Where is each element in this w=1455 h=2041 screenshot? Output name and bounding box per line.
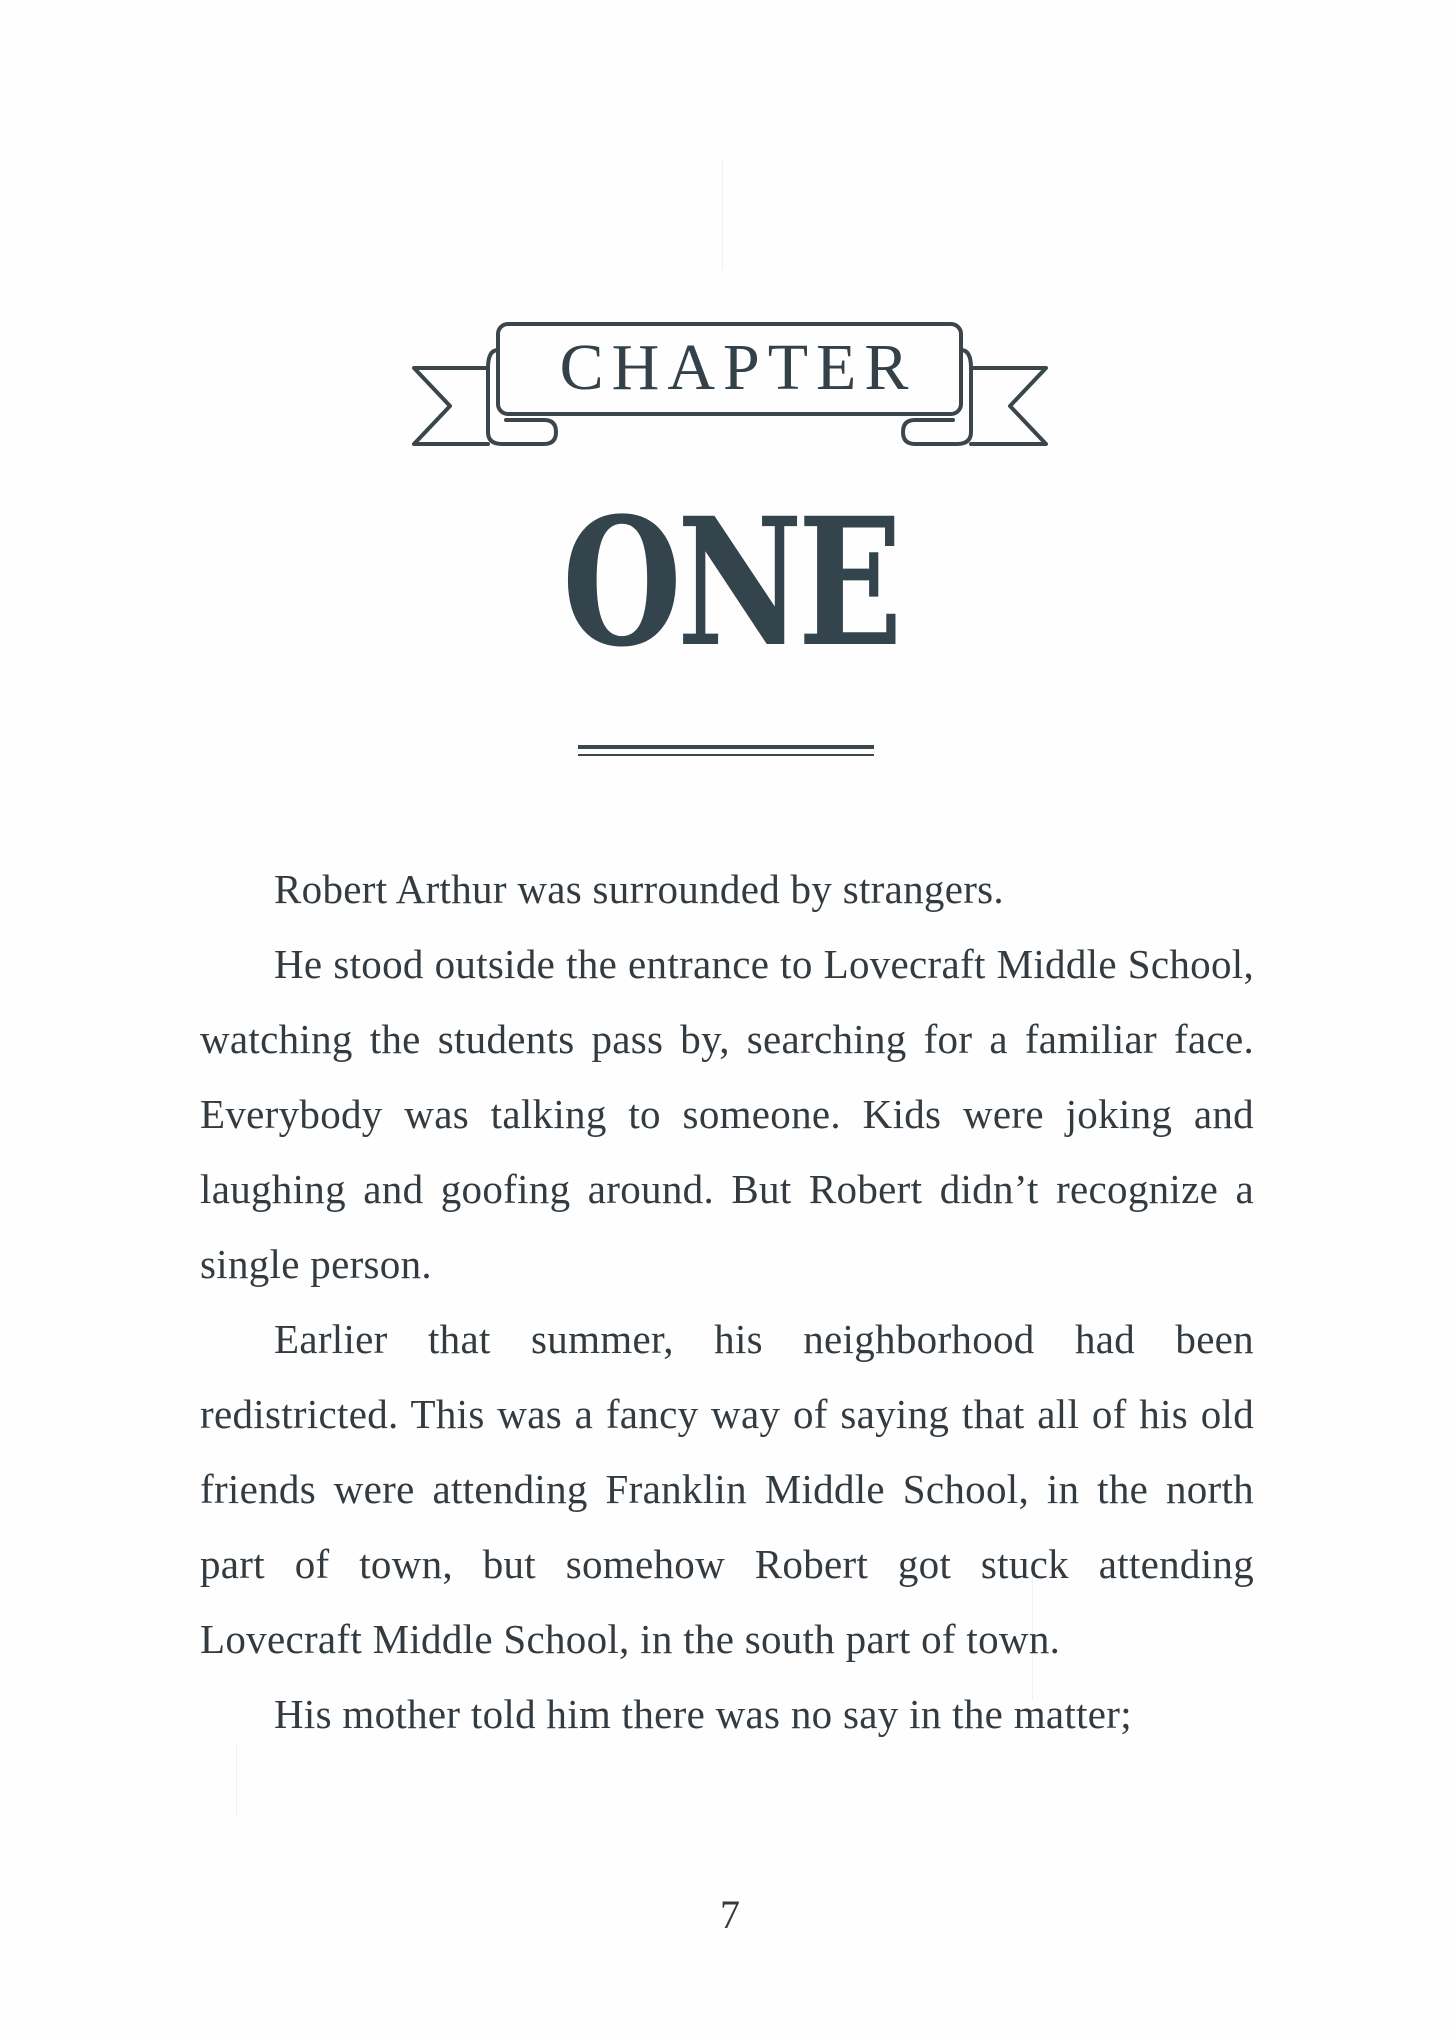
scan-artifact [236,1745,237,1815]
paragraph-4: His mother told him there was no say in the matter; [274,1691,1132,1737]
chapter-label: CHAPTER [559,331,917,404]
paragraph-1: Robert Arthur was surrounded by strangers. [274,866,1004,912]
paragraph-2: He stood outside the entrance to Lovecraft Middle School, watching the students pass by, searching for a familiar face. Everybody was talking to someone. Kids were joking and laughing and goofing around. But Robert didn’t recognize a single person. [200,941,1254,1287]
paragraph-3: Earlier that summer, his neighborhood had been redistricted. This was a fancy way of saying that all of his old friends were attending Franklin Middle School, in the north part of town, but somehow Robert got stuck attending Lovecraft Middle School, in the south part of town. [200,1316,1254,1662]
page-number: 7 [720,1892,740,1937]
scan-artifact [722,160,723,270]
heading-divider-thin [578,754,874,756]
chapter-body-text [200,852,1254,1752]
heading-divider-thick [578,745,874,749]
chapter-number: ONE [562,479,898,686]
